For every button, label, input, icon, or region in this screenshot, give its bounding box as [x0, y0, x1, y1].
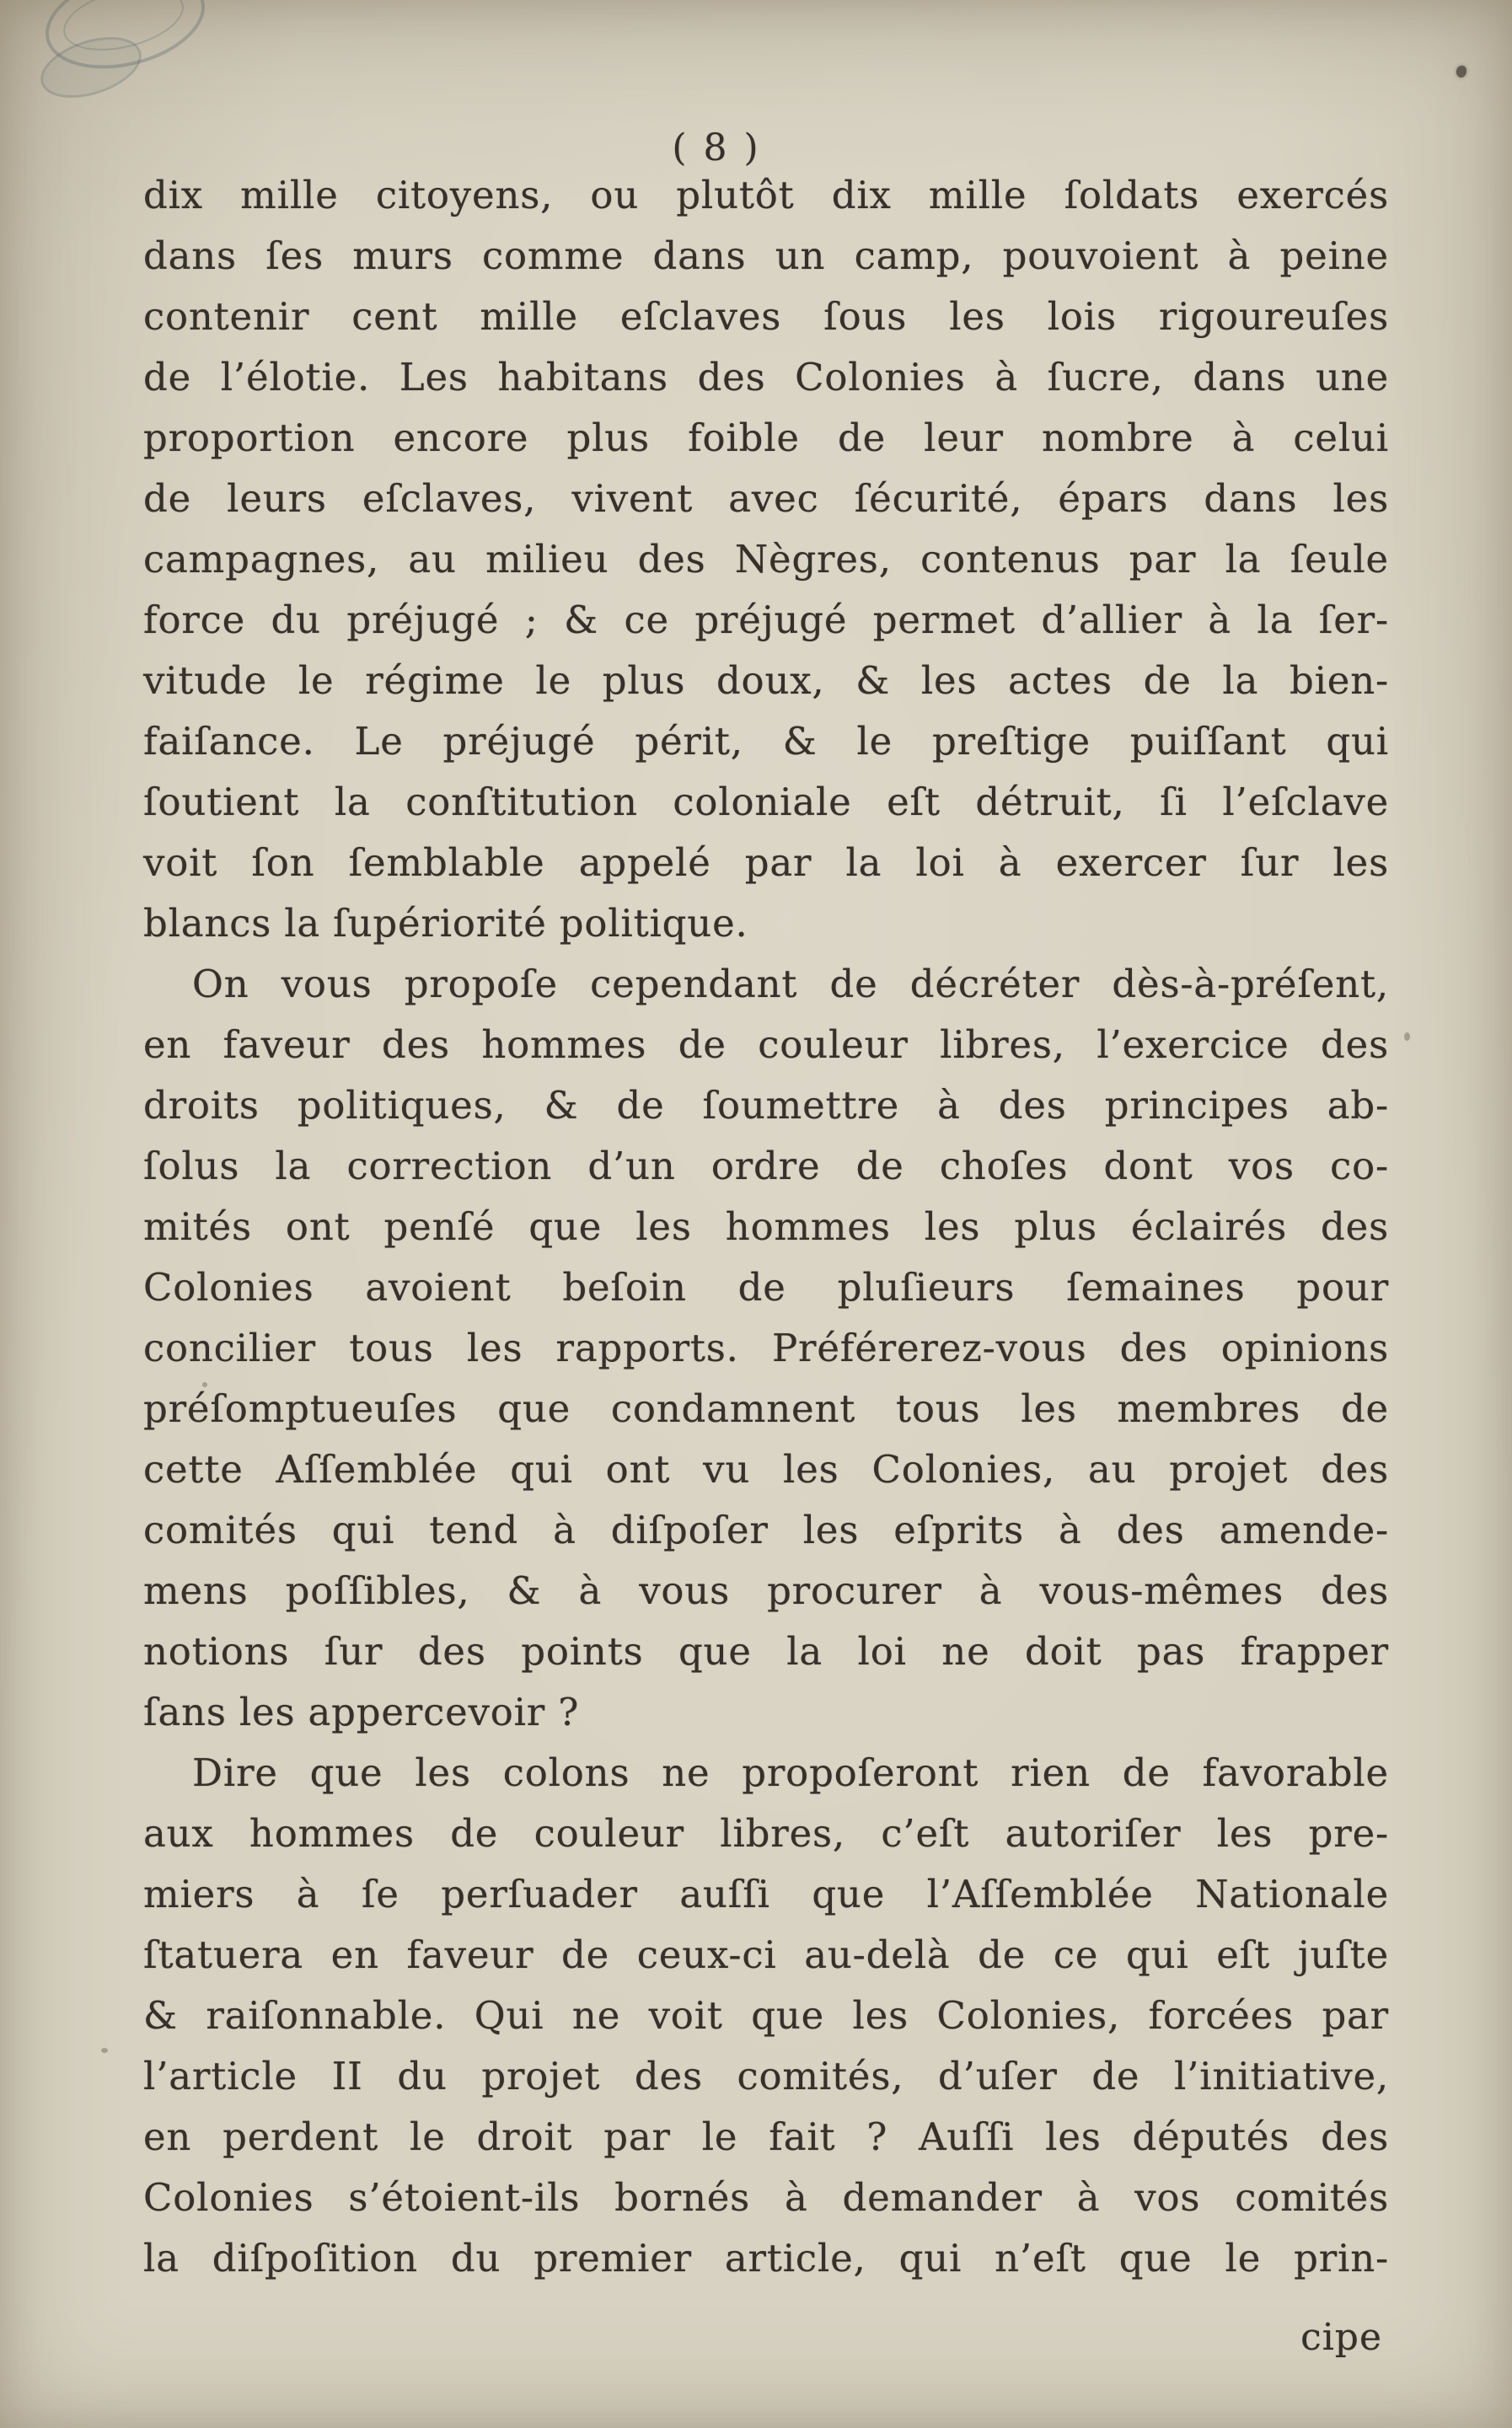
- text-line: de leurs eſclaves, vivent avec ſécurité, épars dans les: [143, 476, 1389, 521]
- ink-spot: [1456, 66, 1466, 78]
- text-line: contenir cent mille eſclaves ſous les lois rigoureuſes: [143, 294, 1389, 339]
- text-line: Dire que les colons ne propoſeront rien de favorable: [192, 1750, 1389, 1795]
- text-line: la diſpoſition du premier article, qui n’eſt que le prin-: [143, 2236, 1389, 2281]
- text-line: blancs la ſupériorité politique.: [143, 901, 748, 946]
- text-line: en perdent le droit par le fait ? Auſſi les députés des: [143, 2114, 1389, 2159]
- page-number: ( 8 ): [672, 126, 761, 169]
- text-line: préſomptueuſes que condamnent tous les membres de: [143, 1386, 1389, 1431]
- text-line: mités ont penſé que les hommes les plus éclairés des: [143, 1204, 1389, 1249]
- text-line: comités qui tend à diſpoſer les eſprits à des amende-: [143, 1508, 1389, 1552]
- paper-speck: [1404, 1032, 1410, 1041]
- text-line: concilier tous les rapports. Préférerez-vous des opinions: [143, 1326, 1389, 1370]
- text-line: On vous propoſe cependant de décréter dès-à-préſent,: [192, 962, 1389, 1006]
- text-line: miers à ſe perſuader auſſi que l’Aſſemblée Nationale: [143, 1872, 1389, 1916]
- text-line: dix mille citoyens, ou plutôt dix mille ſoldats exercés: [143, 173, 1389, 217]
- text-line: de l’élotie. Les habitans des Colonies à ſucre, dans une: [143, 355, 1389, 399]
- text-line: Colonies avoient beſoin de pluſieurs ſemaines pour: [143, 1265, 1389, 1310]
- text-line: voit ſon ſemblable appelé par la loi à exercer ſur les: [143, 840, 1389, 885]
- text-line: aux hommes de couleur libres, c’eſt autoriſer les pre-: [143, 1811, 1389, 1856]
- text-line: faiſance. Le préjugé périt, & le preſtige puiſſant qui: [143, 719, 1389, 764]
- text-block: [143, 165, 1389, 2289]
- catchword: cipe: [1300, 2316, 1382, 2359]
- text-line: ſolus la correction d’un ordre de choſes dont vos co-: [143, 1144, 1389, 1188]
- text-line: proportion encore plus foible de leur nombre à celui: [143, 415, 1389, 460]
- text-line: mens poſſibles, & à vous procurer à vous-mêmes des: [143, 1568, 1389, 1613]
- text-line: campagnes, au milieu des Nègres, contenus par la ſeule: [143, 537, 1389, 582]
- paper-speck: [101, 2048, 108, 2053]
- text-line: cette Aſſemblée qui ont vu les Colonies, au projet des: [143, 1447, 1389, 1492]
- text-line: & raiſonnable. Qui ne voit que les Colonies, forcées par: [143, 1993, 1389, 2038]
- text-line: ſoutient la conſtitution coloniale eſt détruit, ſi l’eſclave: [143, 780, 1389, 824]
- text-line: ſans les appercevoir ?: [143, 1690, 580, 1734]
- text-line: force du préjugé ; & ce préjugé permet d’allier à la ſer-: [143, 598, 1389, 642]
- text-line: notions ſur des points que la loi ne doit pas frapper: [143, 1629, 1389, 1674]
- text-line: vitude le régime le plus doux, & les actes de la bien-: [143, 658, 1389, 703]
- text-line: l’article II du projet des comités, d’uſer de l’initiative,: [143, 2054, 1389, 2098]
- text-line: dans ſes murs comme dans un camp, pouvoient à peine: [143, 233, 1389, 278]
- text-line: droits politiques, & de ſoumettre à des principes ab-: [143, 1083, 1389, 1128]
- text-line: ſtatuera en faveur de ceux-ci au-delà de ce qui eſt juſte: [143, 1932, 1389, 1977]
- text-line: en faveur des hommes de couleur libres, l’exercice des: [143, 1022, 1389, 1067]
- text-line: Colonies s’étoient-ils bornés à demander à vos comités: [143, 2175, 1389, 2220]
